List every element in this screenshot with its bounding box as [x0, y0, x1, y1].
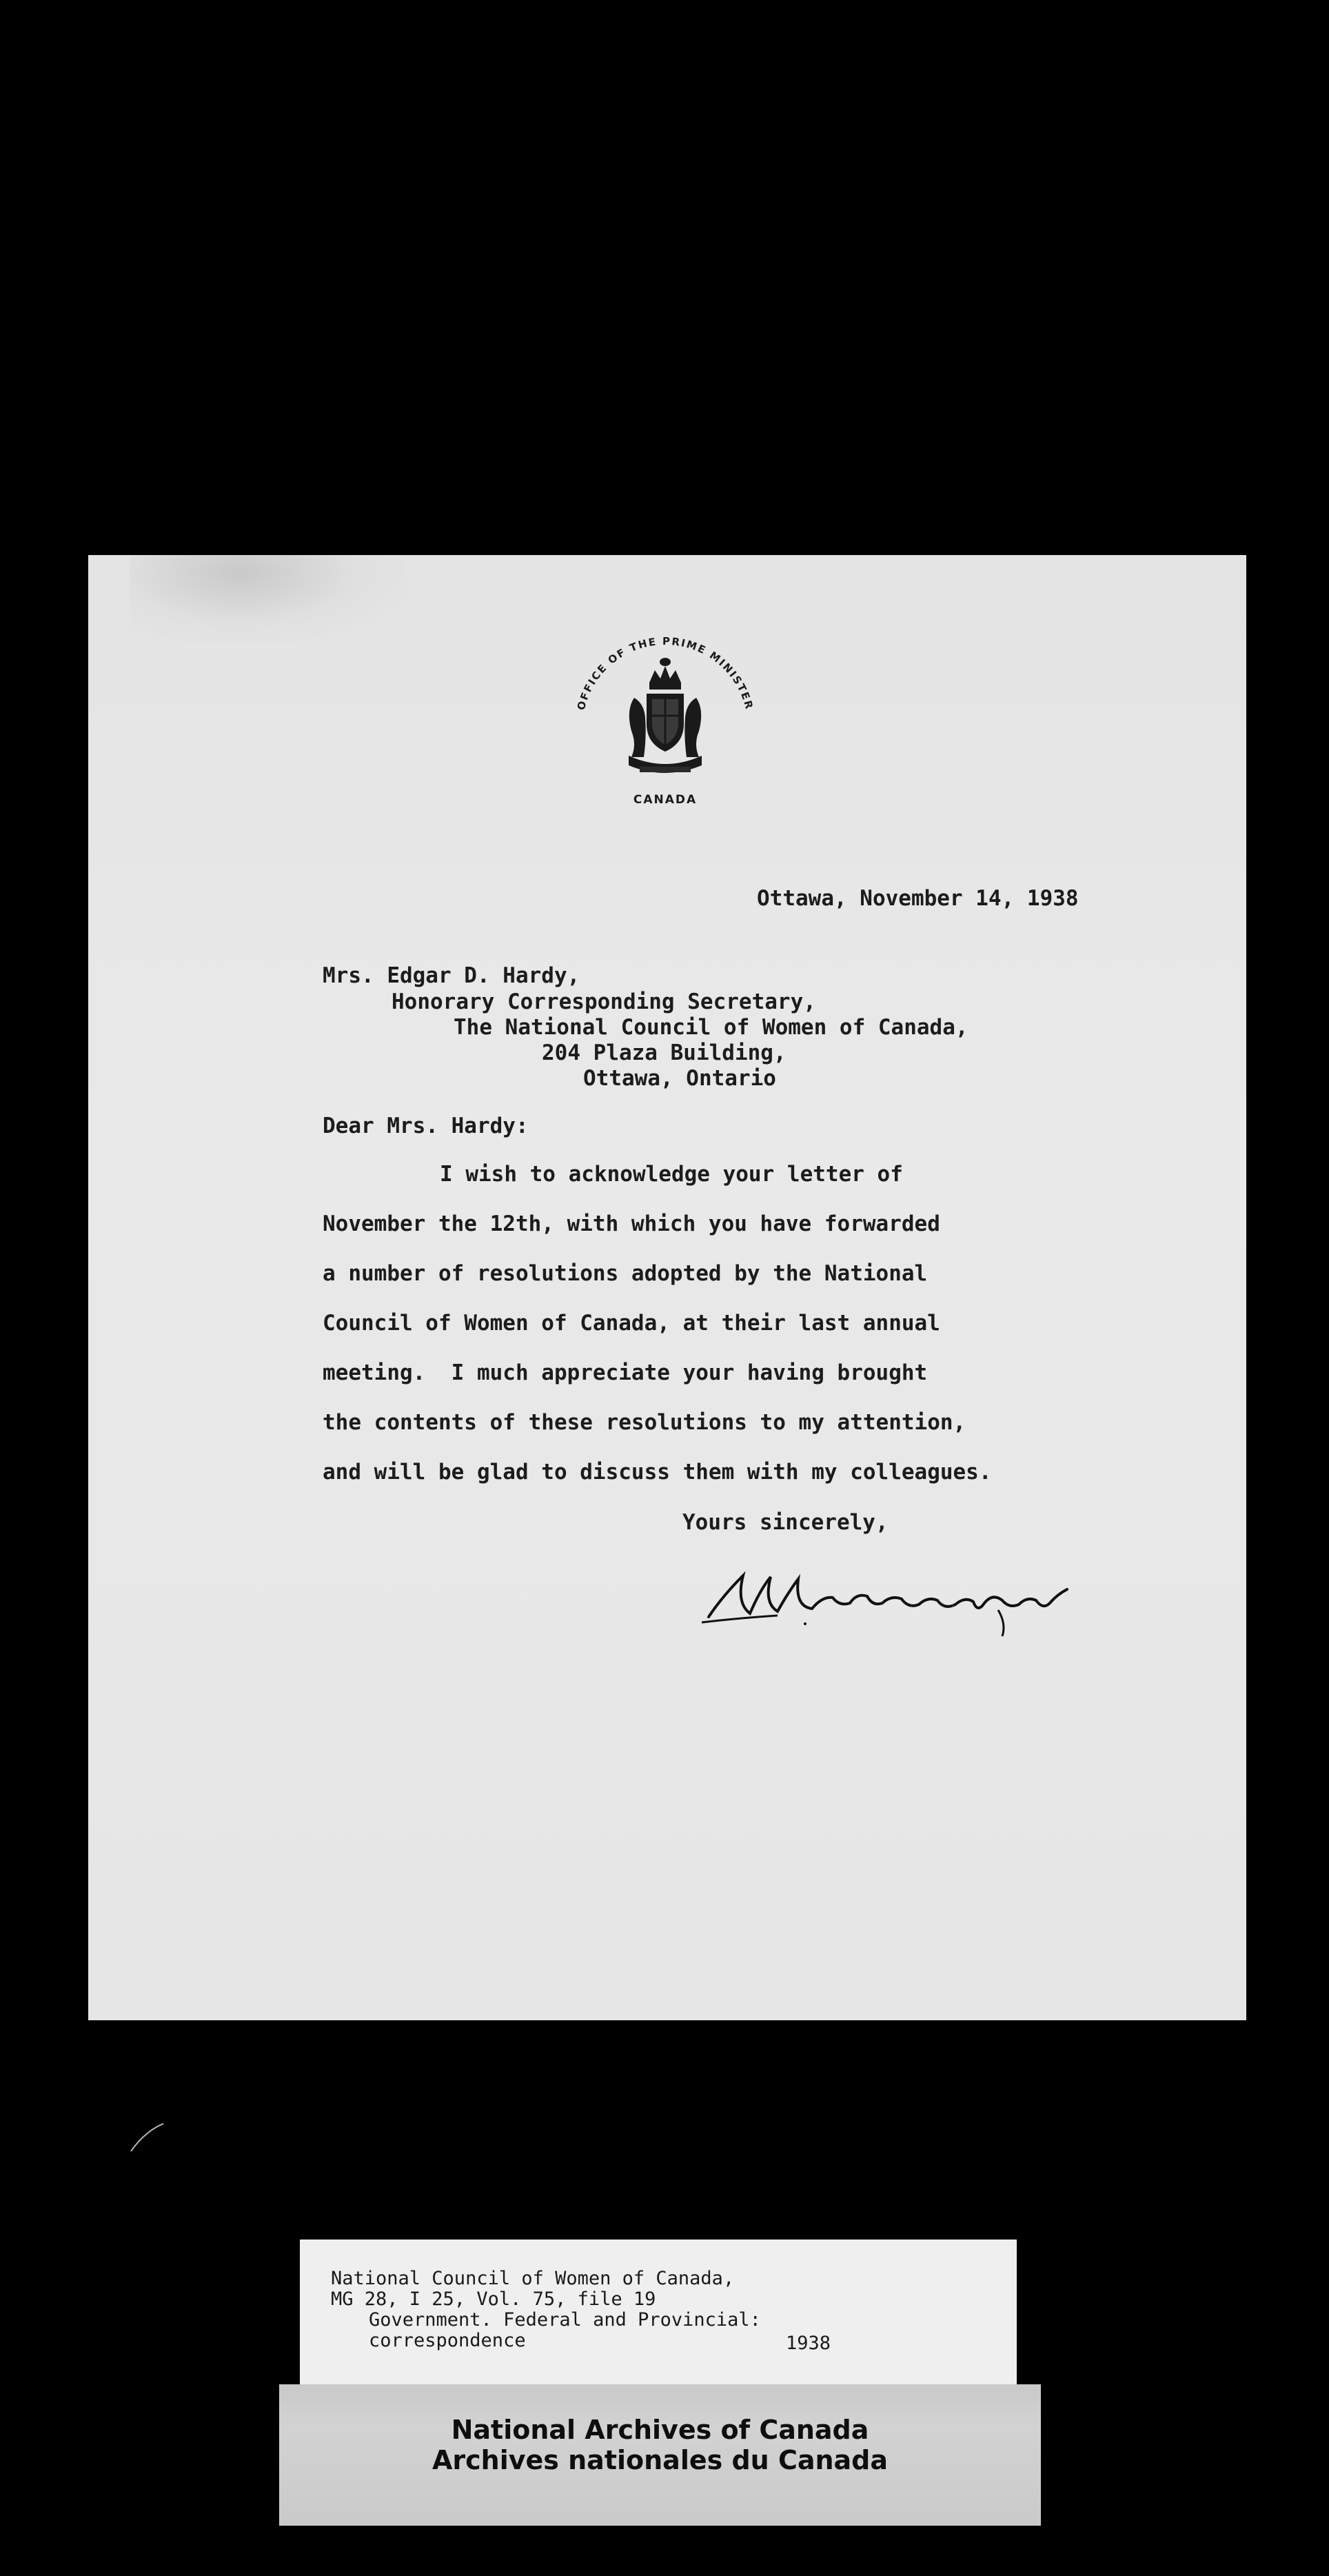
archive-label-line: National Council of Women of Canada,	[331, 2268, 735, 2289]
handwritten-signature	[695, 1555, 1081, 1638]
archive-reference-label	[300, 2240, 1017, 2386]
address-line: Honorary Corresponding Secretary,	[392, 989, 816, 1014]
closing: Yours sincerely,	[682, 1510, 889, 1535]
national-archives-stamp	[279, 2384, 1041, 2526]
archive-label-line: MG 28, I 25, Vol. 75, file 19	[331, 2288, 656, 2310]
pencil-mark-icon	[128, 2120, 169, 2155]
archive-stamp-french: Archives nationales du Canada	[432, 2445, 889, 2475]
archive-label-line: correspondence	[369, 2330, 526, 2351]
body-line: meeting. I much appreciate your having brought	[323, 1360, 928, 1385]
body-line: the contents of these resolutions to my attention,	[323, 1410, 966, 1435]
body-line: November the 12th, with which you have forwarded	[323, 1211, 940, 1236]
letterhead-crest	[565, 634, 765, 821]
letterhead-country: CANADA	[633, 793, 698, 807]
body-line: I wish to acknowledge your letter of	[440, 1162, 903, 1187]
salutation: Dear Mrs. Hardy:	[323, 1114, 529, 1138]
letterhead-arc-text: OFFICE OF THE PRIME MINISTER	[574, 634, 756, 712]
address-line: Mrs. Edgar D. Hardy,	[323, 963, 580, 988]
archive-label-line: Government. Federal and Provincial:	[369, 2309, 761, 2331]
body-line: and will be glad to discuss them with my colleagues.	[323, 1460, 992, 1485]
letter-page	[88, 555, 1246, 2020]
archive-label-year: 1938	[786, 2333, 831, 2354]
address-line: 204 Plaza Building,	[542, 1040, 787, 1065]
body-line: Council of Women of Canada, at their last annual	[323, 1311, 940, 1336]
archive-stamp-english: National Archives of Canada	[451, 2415, 869, 2445]
signature-icon	[695, 1555, 1081, 1638]
date-line: Ottawa, November 14, 1938	[757, 886, 1079, 911]
body-line: a number of resolutions adopted by the National	[323, 1261, 928, 1286]
address-line: The National Council of Women of Canada,	[454, 1015, 968, 1040]
paper-smudge	[130, 555, 405, 645]
address-line: Ottawa, Ontario	[583, 1066, 776, 1091]
